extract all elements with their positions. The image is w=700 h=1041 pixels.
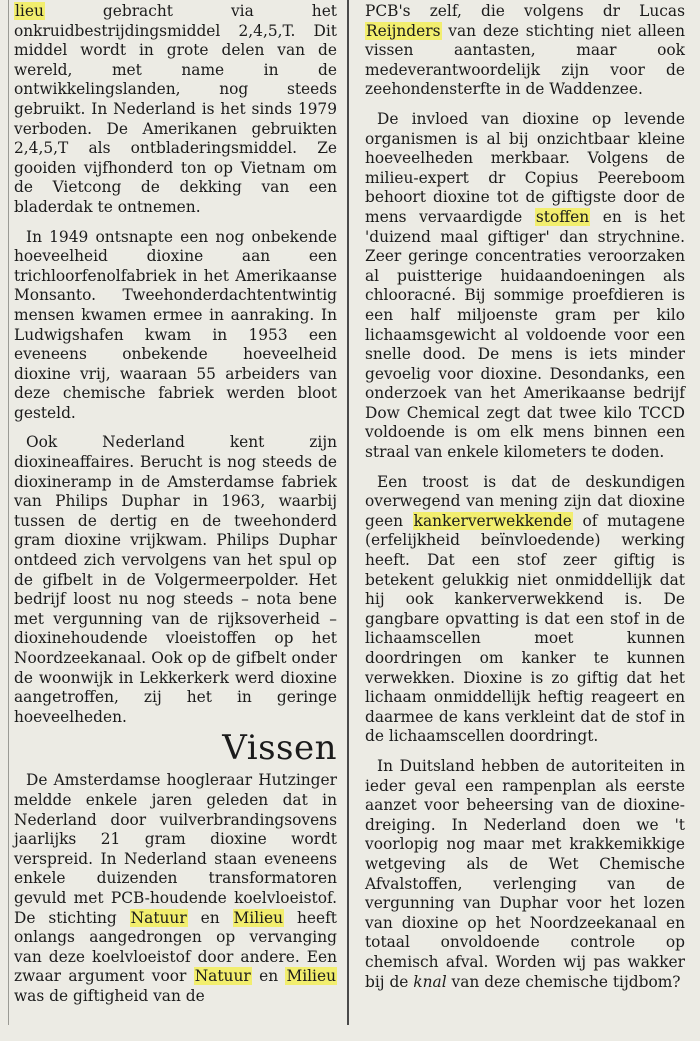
text: heeft onlangs aangedrongen op vervanging van deze koelvloeistof door andere. Een zwaar argument voor — [14, 908, 337, 986]
left-paragraph-3: Ook Nederland kent zijn dioxineaffaires. Berucht is nog steeds de dioxineramp in de Amsterdamse fabriek van Philips Duphar in 1963, waarbij tussen de dertig en de tweehonderd gram dioxine vrijkwam. Philips Duphar ontdeed zich vervolgens van het spul op de gifbelt in de Volgermeerpolder. Het bedrijf loost nu nog steeds – nota bene met vergunning van de rijksoverheid – dioxinehoudende vloeistoffen op het Noordzeekanaal. Ook op de gifbelt onder de woonwijk in Lekkerkerk werd dioxine aangetroffen, zij het in geringe hoeveelheden. — [14, 433, 337, 726]
text: van deze chemische tijdbom? — [446, 972, 681, 991]
highlight-lieu: lieu — [15, 2, 44, 20]
column-divider — [347, 0, 349, 1025]
text: en — [187, 908, 233, 927]
text: of mutagene (erfelijkheid beïnvloedende) werking heeft. Dat een stof zeer giftig is betekent gelukkig niet onmiddellijk dat hij ook kankerverwekkend is. De gangbare opvatting is dat een stof in de lichaamscellen moet kunnen doordringen om kanker te kunnen verwekken. Dioxine is zo giftig dat het lichaam onmiddellijk heftig reageert en daarmee de kans verkleint dat de stof in de lichaamscellen doordringt. — [365, 511, 685, 746]
right-paragraph-1 — [365, 2, 685, 100]
text: Een troost is dat de deskundigen overwegend van mening zijn dat dioxine geen — [365, 472, 685, 530]
text: In Duitsland hebben de autoriteiten in ieder geval een rampenplan als eerste aanzet voor beheersing van de dioxine-dreiging. In Nederland doen we 't voorlopig nog maar met krakkemikkige wetgeving als de Wet Chemische Afvalstoffen, verlenging van de vergunning van Duphar voor het lozen van dioxine op het Noordzeekanaal en totaal onvoldoende controle op chemisch afval. Worden wij pas wakker bij de — [365, 756, 685, 991]
text: PCB's zelf, die volgens dr Lucas — [365, 2, 685, 20]
right-paragraph-2 — [365, 110, 685, 463]
section-heading: Vissen — [222, 728, 337, 769]
highlight-natuur: Natuur — [130, 908, 187, 927]
left-column — [14, 2, 337, 1017]
text: en is het 'duizend maal giftiger' dan strychnine. Zeer geringe concentraties veroorzaken al puistterige huidaandoeningen als chlooracné. Bij sommige proefdieren is een half miljoenste gram per kilo lichaamsgewicht al voldoende voor een snelle dood. De mens is iets minder gevoelig voor dioxine. Desondanks, een onderzoek van het Amerikaanse bedrijf Dow Chemical zegt dat twee kilo TCCD voldoende is om elk mens binnen een straal van enkele kilometers te doden. — [365, 207, 685, 462]
highlight-kankerverwekkende: kankerverwekkende — [413, 511, 572, 530]
text: gebracht via het onkruidbestrijdingsmiddel 2,4,5,T. Dit middel wordt in grote delen van de wereld, met name in de ontwikkelingslanden, nog steeds gebruikt. In Nederland is het sinds 1979 verboden. De Amerikanen gebruikten 2,4,5,T als ontbladeringsmiddel. Ze gooiden vijfhonderd ton op Vietnam om de Vietcong de dekking van een bladerdak te ontnemen. — [14, 2, 337, 216]
left-paragraph-1 — [14, 2, 337, 218]
emphasis-knal: knal — [413, 972, 447, 991]
left-paragraph-2: In 1949 ontsnapte een nog onbekende hoeveelheid dioxine aan een trichloorfenolfabriek in het Amerikaanse Monsanto. Tweehonderdachtentwintig mensen kwamen ermee in aanraking. In Ludwigshafen kwam in 1953 een eveneens onbekende hoeveelheid dioxine vrij, waaraan 55 arbeiders van deze chemische fabriek werden bloot gesteld. — [14, 227, 337, 422]
highlight-milieu: Milieu — [286, 967, 336, 986]
text: van deze stichting niet alleen vissen aantasten, maar ook medeverantwoordelijk zijn voor de zeehondensterfte in de Waddenzee. — [365, 21, 685, 99]
right-paragraph-3 — [365, 473, 685, 747]
text: De Amsterdamse hoogleraar Hutzinger meldde enkele jaren geleden dat in Nederland door vuilverbrandingsovens jaarlijks 21 gram dioxine wordt verspreid. In Nederland staan eveneens enkele duizenden transformatoren gevuld met PCB-houdende koelvloeistof. De stichting — [14, 771, 337, 927]
page-edge-line — [8, 0, 9, 1025]
text: De invloed van dioxine op levende organismen is al bij onzichtbaar kleine hoeveelheden merkbaar. Volgens de milieu-expert dr Copius Peereboom behoort dioxine tot de giftigste door de mens vervaardigde — [365, 109, 685, 226]
highlight-natuur: Natuur — [194, 967, 251, 986]
text: was de giftigheid van de — [14, 986, 205, 1005]
highlight-reijnders: Reijnders — [366, 21, 441, 40]
highlight-milieu: Milieu — [233, 908, 284, 927]
right-paragraph-4 — [365, 757, 685, 992]
text: en — [251, 967, 286, 986]
right-column — [365, 2, 685, 1002]
left-paragraph-4 — [14, 771, 337, 1006]
highlight-stoffen: stoffen — [535, 207, 590, 226]
